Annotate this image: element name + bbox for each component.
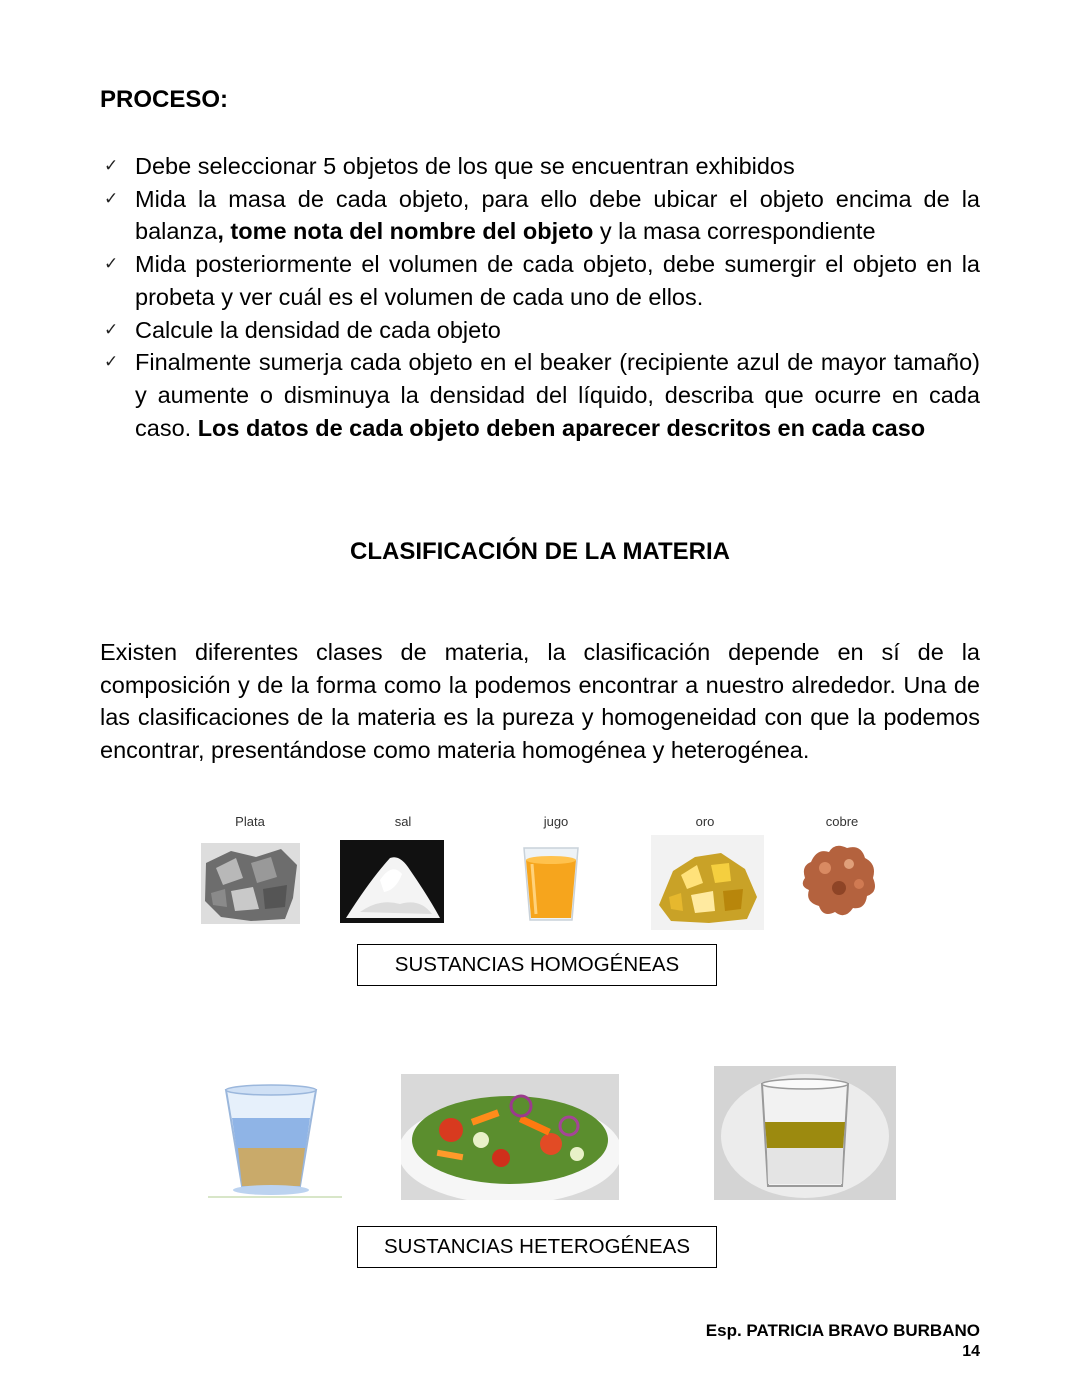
cobre-image <box>795 838 881 922</box>
proceso-step <box>100 314 980 347</box>
step-text: , tome nota del nombre del objeto <box>217 218 594 245</box>
proceso-step <box>100 346 980 444</box>
checkmark-icon: ✓ <box>104 188 119 208</box>
jugo-image <box>520 840 582 924</box>
oro-image <box>651 835 764 930</box>
proceso-heading: PROCESO: <box>100 86 229 113</box>
aceite-agua-image <box>714 1066 896 1200</box>
clasificacion-paragraph: Existen diferentes clases de materia, la clasificación depende en sí de la composición y de la forma como la podemos encontrar a nuestro alrededor. Una de las clasificaciones de la materia es la pureza y homogeneidad con que la podemos encontrar, presentándose como materia homogénea y heterogénea. <box>100 639 980 764</box>
step-text: Los datos de cada objeto deben aparecer descritos en cada caso <box>197 414 926 441</box>
heterogeneas-box: SUSTANCIAS HETEROGÉNEAS <box>357 1226 717 1268</box>
checkmark-icon: ✓ <box>104 352 119 372</box>
step-text: Calcule la densidad de cada objeto <box>135 316 501 343</box>
proceso-step <box>100 183 980 248</box>
section-title: CLASIFICACIÓN DE LA MATERIA <box>350 538 730 565</box>
step-text: Debe seleccionar 5 objetos de los que se encuentran exhibidos <box>135 153 795 179</box>
step-text: Mida posteriormente el volumen de cada objeto, debe sumergir el objeto en la probeta y ver cuál es el volumen de cada uno de ellos. <box>135 251 980 310</box>
label-plata: Plata <box>235 814 265 829</box>
checkmark-icon: ✓ <box>104 156 119 175</box>
step-text: y la masa correspondiente <box>593 218 876 245</box>
checkmark-icon: ✓ <box>104 319 119 339</box>
checkmark-icon: ✓ <box>104 254 119 274</box>
footer-author: Esp. PATRICIA BRAVO BURBANO <box>705 1321 980 1340</box>
plata-image <box>201 843 300 924</box>
homogeneas-box: SUSTANCIAS HOMOGÉNEAS <box>357 944 717 986</box>
label-jugo: jugo <box>543 814 569 829</box>
label-cobre: cobre <box>825 814 859 829</box>
proceso-step <box>100 150 980 183</box>
step-text: Mida la masa de cada objeto, para ello debe ubicar el objeto encima de la balanza <box>135 185 980 245</box>
label-oro: oro <box>695 814 715 829</box>
agua-arena-image <box>208 1082 342 1200</box>
label-sal: sal <box>394 814 412 829</box>
footer-page-number: 14 <box>962 1343 980 1360</box>
proceso-step <box>100 248 980 313</box>
ensalada-image <box>401 1074 619 1200</box>
proceso-steps-list <box>100 150 980 444</box>
sal-image <box>340 840 444 923</box>
step-text: Finalmente sumerja cada objeto en el beaker (recipiente azul de mayor tamaño) y aumente o disminuya la densidad del líquido, describa que ocurre en cada caso. <box>135 349 980 441</box>
